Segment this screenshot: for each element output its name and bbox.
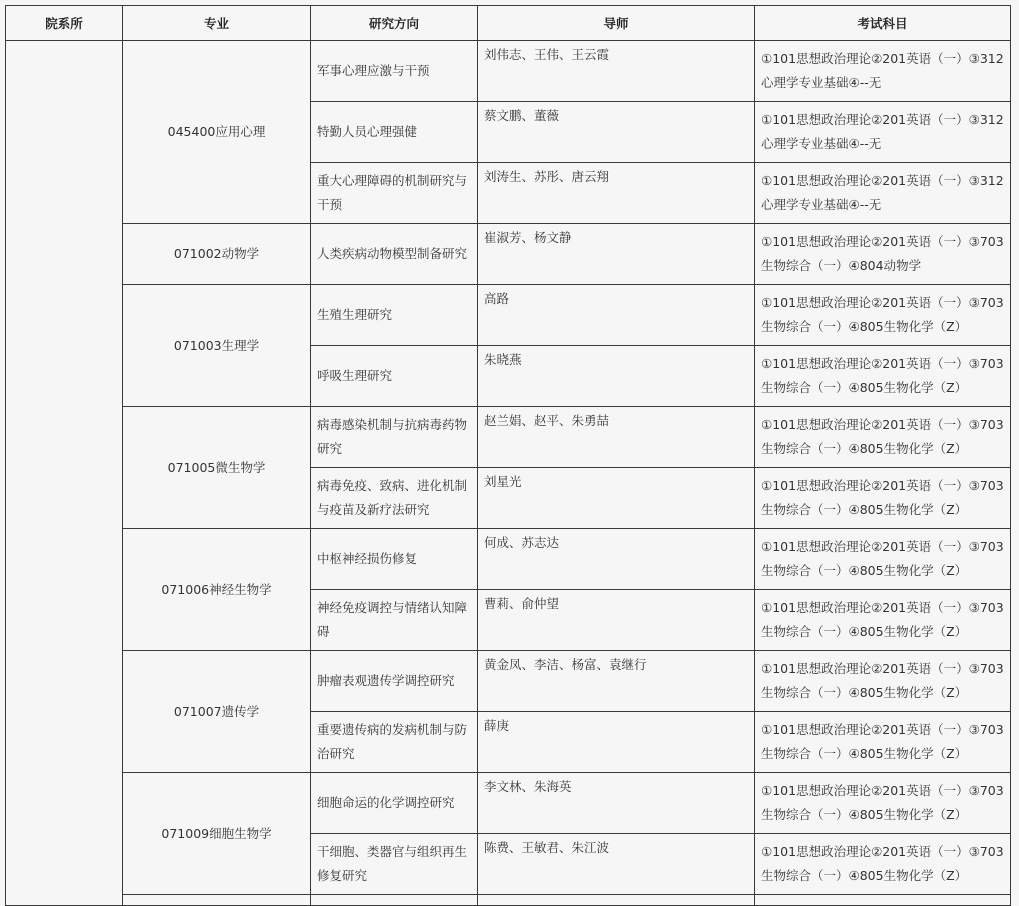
header-advisor: 导师	[478, 6, 755, 41]
advisor-cell: 薛庚	[478, 712, 755, 773]
empty-cell	[755, 895, 1011, 906]
table-row	[6, 895, 1011, 906]
research-direction-cell: 干细胞、类器官与组织再生修复研究	[311, 834, 478, 895]
exam-subjects-cell: ①101思想政治理论②201英语（一）③703生物综合（一）④805生物化学（Z）	[755, 529, 1011, 590]
advisor-cell: 曹莉、俞仲望	[478, 590, 755, 651]
advisor-cell: 崔淑芳、杨文静	[478, 224, 755, 285]
table-row	[6, 773, 1011, 834]
table-row	[6, 651, 1011, 712]
exam-subjects-cell: ①101思想政治理论②201英语（一）③703生物综合（一）④805生物化学（Z）	[755, 590, 1011, 651]
admissions-table	[5, 5, 1011, 906]
advisor-cell: 刘星光	[478, 468, 755, 529]
research-direction-cell: 特勤人员心理强健	[311, 102, 478, 163]
research-direction-cell: 重大心理障碍的机制研究与干预	[311, 163, 478, 224]
research-direction-cell: 生殖生理研究	[311, 285, 478, 346]
exam-subjects-cell: ①101思想政治理论②201英语（一）③312心理学专业基础④--无	[755, 41, 1011, 102]
exam-subjects-cell: ①101思想政治理论②201英语（一）③703生物综合（一）④805生物化学（Z）	[755, 773, 1011, 834]
header-exam-subjects: 考试科目	[755, 6, 1011, 41]
empty-cell	[311, 895, 478, 906]
research-direction-cell: 病毒免疫、致病、进化机制与疫苗及新疗法研究	[311, 468, 478, 529]
advisor-cell: 何成、苏志达	[478, 529, 755, 590]
exam-subjects-cell: ①101思想政治理论②201英语（一）③703生物综合（一）④805生物化学（Z）	[755, 468, 1011, 529]
major-cell: 071009细胞生物学	[123, 773, 311, 895]
research-direction-cell: 细胞命运的化学调控研究	[311, 773, 478, 834]
research-direction-cell: 肿瘤表观遗传学调控研究	[311, 651, 478, 712]
exam-subjects-cell: ①101思想政治理论②201英语（一）③703生物综合（一）④805生物化学（Z）	[755, 834, 1011, 895]
research-direction-cell: 重要遗传病的发病机制与防治研究	[311, 712, 478, 773]
exam-subjects-cell: ①101思想政治理论②201英语（一）③703生物综合（一）④805生物化学（Z）	[755, 712, 1011, 773]
exam-subjects-cell: ①101思想政治理论②201英语（一）③312心理学专业基础④--无	[755, 102, 1011, 163]
header-row	[6, 6, 1011, 41]
header-research-direction: 研究方向	[311, 6, 478, 41]
advisor-cell: 李文林、朱海英	[478, 773, 755, 834]
table-row	[6, 529, 1011, 590]
advisor-cell: 朱晓燕	[478, 346, 755, 407]
header-major: 专业	[123, 6, 311, 41]
table-row	[6, 41, 1011, 102]
advisor-cell: 赵兰娟、赵平、朱勇喆	[478, 407, 755, 468]
research-direction-cell: 人类疾病动物模型制备研究	[311, 224, 478, 285]
table-body	[6, 41, 1011, 906]
major-cell: 045400应用心理	[123, 41, 311, 224]
major-cell: 071005微生物学	[123, 407, 311, 529]
department-cell	[6, 41, 123, 906]
research-direction-cell: 呼吸生理研究	[311, 346, 478, 407]
exam-subjects-cell: ①101思想政治理论②201英语（一）③312心理学专业基础④--无	[755, 163, 1011, 224]
advisor-cell: 黄金凤、李洁、杨富、袁继行	[478, 651, 755, 712]
header-department: 院系所	[6, 6, 123, 41]
exam-subjects-cell: ①101思想政治理论②201英语（一）③703生物综合（一）④804动物学	[755, 224, 1011, 285]
advisor-cell: 高路	[478, 285, 755, 346]
table-row	[6, 407, 1011, 468]
table-row	[6, 224, 1011, 285]
research-direction-cell: 军事心理应激与干预	[311, 41, 478, 102]
exam-subjects-cell: ①101思想政治理论②201英语（一）③703生物综合（一）④805生物化学（Z）	[755, 285, 1011, 346]
research-direction-cell: 病毒感染机制与抗病毒药物研究	[311, 407, 478, 468]
exam-subjects-cell: ①101思想政治理论②201英语（一）③703生物综合（一）④805生物化学（Z）	[755, 407, 1011, 468]
major-cell: 071007遗传学	[123, 651, 311, 773]
research-direction-cell: 神经免疫调控与情绪认知障碍	[311, 590, 478, 651]
major-cell: 071003生理学	[123, 285, 311, 407]
empty-cell	[123, 895, 311, 906]
advisor-cell: 刘伟志、王伟、王云霞	[478, 41, 755, 102]
advisor-cell: 蔡文鹏、董薇	[478, 102, 755, 163]
major-cell: 071002动物学	[123, 224, 311, 285]
advisor-cell: 刘涛生、苏彤、唐云翔	[478, 163, 755, 224]
table-row	[6, 285, 1011, 346]
empty-cell	[478, 895, 755, 906]
research-direction-cell: 中枢神经损伤修复	[311, 529, 478, 590]
exam-subjects-cell: ①101思想政治理论②201英语（一）③703生物综合（一）④805生物化学（Z）	[755, 346, 1011, 407]
major-cell: 071006神经生物学	[123, 529, 311, 651]
exam-subjects-cell: ①101思想政治理论②201英语（一）③703生物综合（一）④805生物化学（Z）	[755, 651, 1011, 712]
advisor-cell: 陈费、王敏君、朱江波	[478, 834, 755, 895]
